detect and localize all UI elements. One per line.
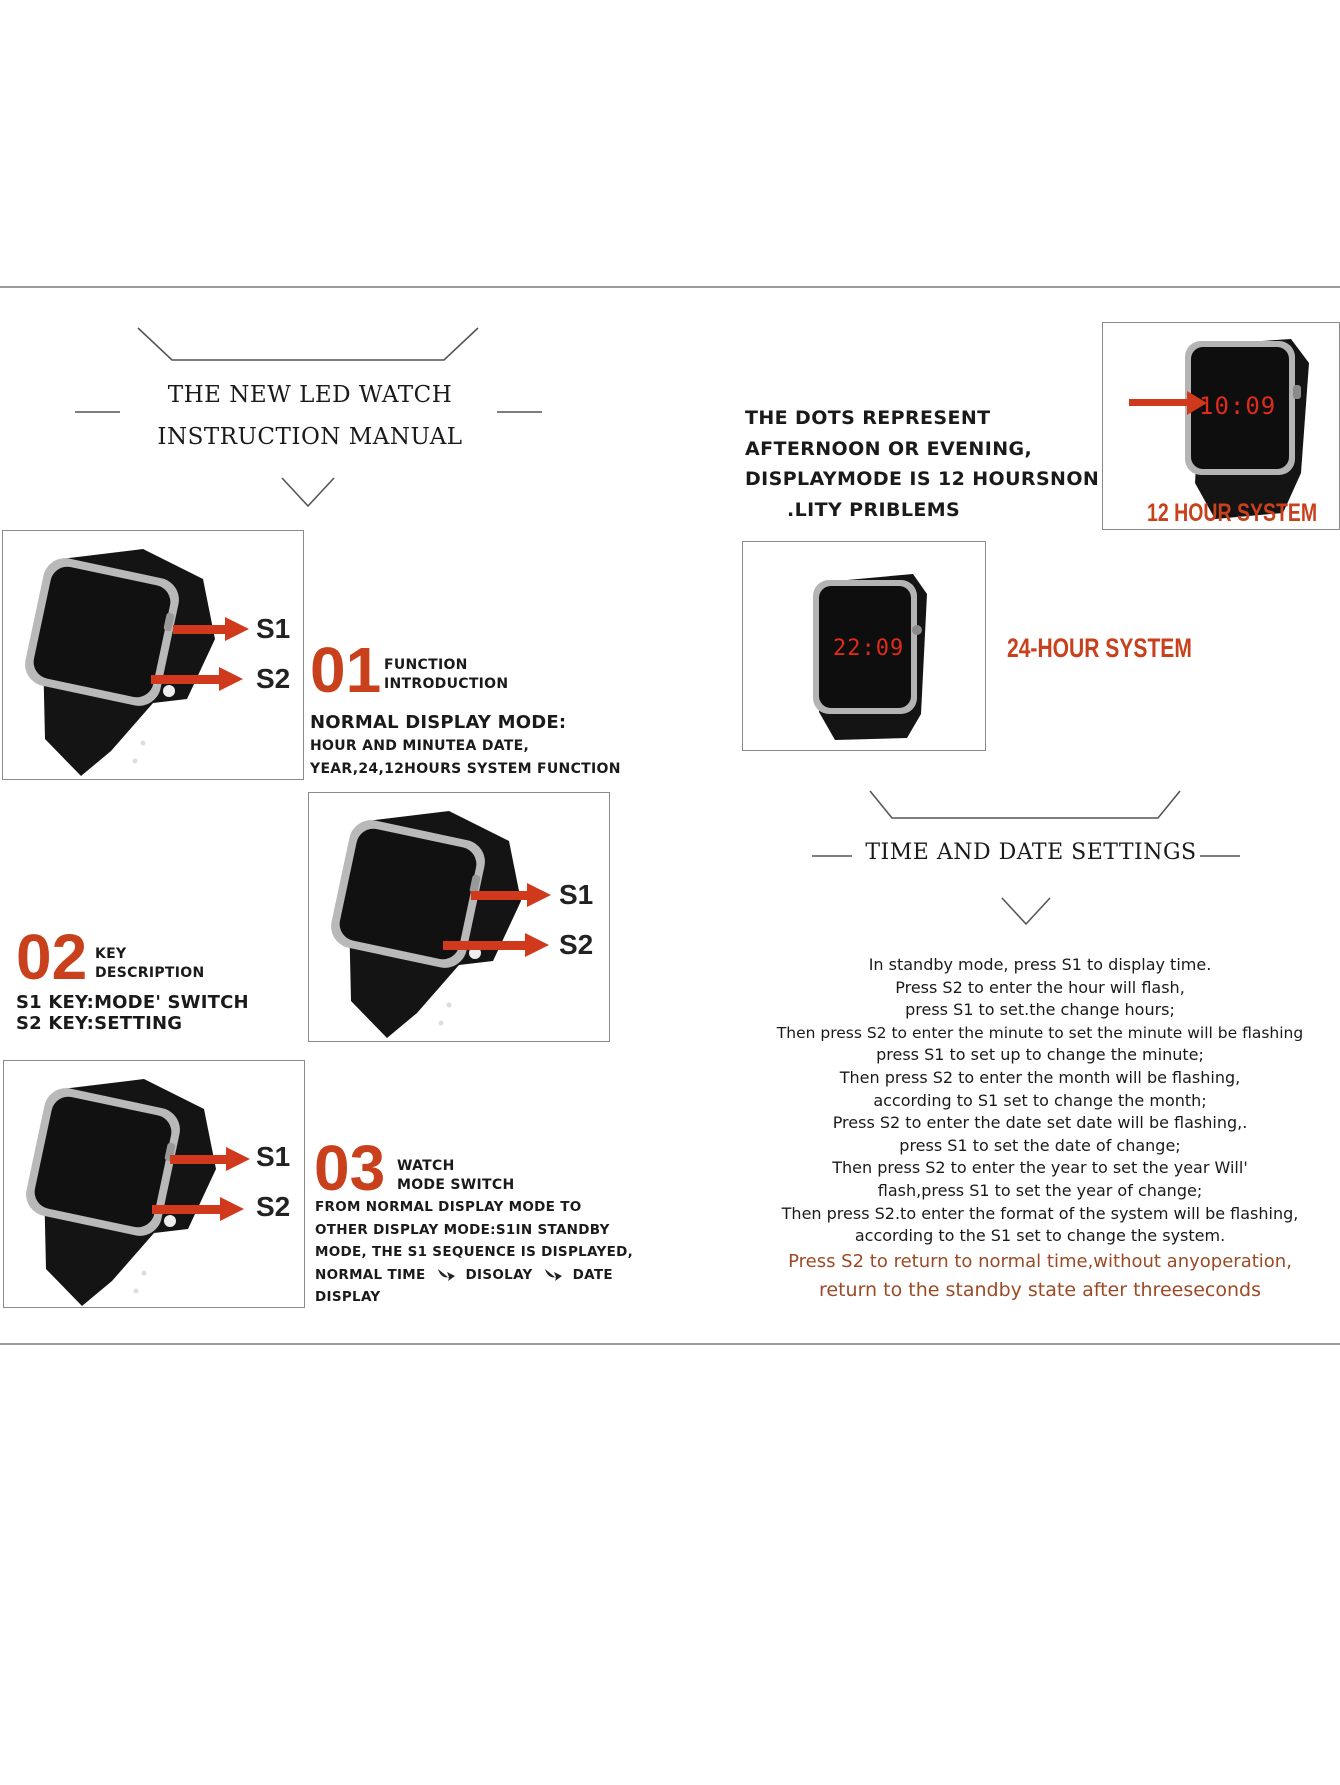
watch-drawing-01 [3,531,303,779]
section-01-heading-line1: FUNCTION [384,657,468,673]
section-01-number: 01 [310,634,382,706]
time-date-heading: TIME AND DATE SETTINGS [865,840,1197,865]
instruction-line: press S1 to set.the change hours; [905,1000,1175,1020]
section-02-s2-desc: S2 KEY:SETTING [16,1013,183,1034]
seq-tail: DISPLAY [315,1289,381,1305]
instruction-line: Press S2 to enter the date set date will be flashing,. [832,1113,1248,1133]
watch-image-01 [2,530,304,780]
twelve-hour-note-line1: THE DOTS REPRESENT [745,407,991,429]
instruction-line: Press S2 to enter the hour will flash, [895,977,1185,997]
watch-image-24h [742,541,986,751]
instruction-line: according to S1 set to change the month; [873,1090,1207,1110]
section-03-number: 03 [314,1132,386,1204]
section-03-desc [315,1196,633,1309]
s2-label-03: S2 [256,1191,291,1222]
instruction-line: Then press S2.to enter the format of the system will be flashing, [781,1203,1299,1223]
time-date-return-note [740,1248,1340,1304]
manual-title-line1: THE NEW LED WATCH [167,382,453,408]
instruction-line: Then press S2 to enter the month will be flashing, [839,1067,1241,1087]
instruction-line: press S1 to set up to change the minute; [876,1045,1204,1065]
s2-label-01: S2 [256,663,291,694]
instruction-line: Then press S2 to enter the year to set the year Will' [832,1158,1248,1178]
watch-image-02 [308,792,610,1042]
instruction-line: press S1 to set the date of change; [899,1135,1181,1155]
s1-label-02: S1 [559,879,594,910]
section-02-s1-desc: S1 KEY:MODE' SWITCH [16,992,249,1013]
section-01-desc-line1: HOUR AND MINUTEA DATE, [310,738,530,754]
section-02-heading [95,945,204,983]
section-03-line3: MODE, THE S1 SEQUENCE IS DISPLAYED, [315,1244,634,1260]
manual-title-line2: INSTRUCTION MANUAL [157,424,463,450]
section-03-heading-line2: MODE SWITCH [397,1177,515,1193]
twelve-hour-note [745,403,1099,525]
s2-label-02: S2 [559,929,594,960]
s1-label-01: S1 [256,613,291,644]
twelve-hour-note-line4: .LITY PRIBLEMS [787,498,961,521]
instruction-line: Then press S2 to enter the minute to set the minute will be flashing [776,1023,1304,1042]
seq-display: DISOLAY [465,1266,533,1283]
section-01-desc [310,735,621,781]
watch-image-03 [3,1060,305,1308]
section-02-keys [16,992,249,1034]
return-note-line2: return to the standby state after threeseconds [819,1279,1261,1301]
instruction-line: In standby mode, press S1 to display time. [868,955,1212,974]
instruction-line: flash,press S1 to set the year of change; [877,1180,1203,1200]
watch-image-12h [1102,322,1340,530]
section-01-desc-title: NORMAL DISPLAY MODE: [310,712,567,733]
instruction-line: according to the S1 set to change the system. [854,1226,1226,1246]
section-02-heading-line2: DESCRIPTION [95,965,205,981]
watch-drawing-02 [309,793,609,1041]
section-01-desc-line2: YEAR,24,12HOURS SYSTEM FUNCTION [310,761,621,777]
manual-title [120,374,500,458]
seq-arrow-icon [542,1266,564,1282]
section-03-sequence [315,1264,633,1287]
section-03-heading-line1: WATCH [397,1158,455,1174]
section-02-heading-line1: KEY [95,946,127,962]
twentyfour-hour-label: 24-HOUR SYSTEM [1007,633,1192,663]
watch-drawing-03 [4,1061,304,1307]
twelve-hour-note-line3: DISPLAYMODE IS 12 HOURSNON [745,468,1100,490]
s1-label-03: S1 [256,1141,291,1172]
section-01-heading-line2: INTRODUCTION [384,676,509,692]
seq-normal-time: NORMAL TIME [315,1266,426,1283]
led-time-12h: 10:09 [1199,392,1277,420]
return-note-line1: Press S2 to return to normal time,without anyoperation, [788,1251,1292,1272]
twelve-hour-note-line2: AFTERNOON OR EVENING, [745,437,1033,460]
seq-date: DATE [572,1266,613,1283]
section-01-heading [384,656,508,694]
section-03-line1: FROM NORMAL DISPLAY MODE TO [315,1199,582,1215]
led-time-24h: 22:09 [833,636,905,661]
seq-arrow-icon [435,1266,457,1282]
twelve-hour-label: 12 HOUR SYSTEM [1147,499,1318,527]
section-02-number: 02 [16,921,88,993]
section-03-heading [397,1157,514,1195]
time-date-instructions [740,954,1340,1248]
section-03-line2: OTHER DISPLAY MODE:S1IN STANDBY [315,1221,610,1238]
